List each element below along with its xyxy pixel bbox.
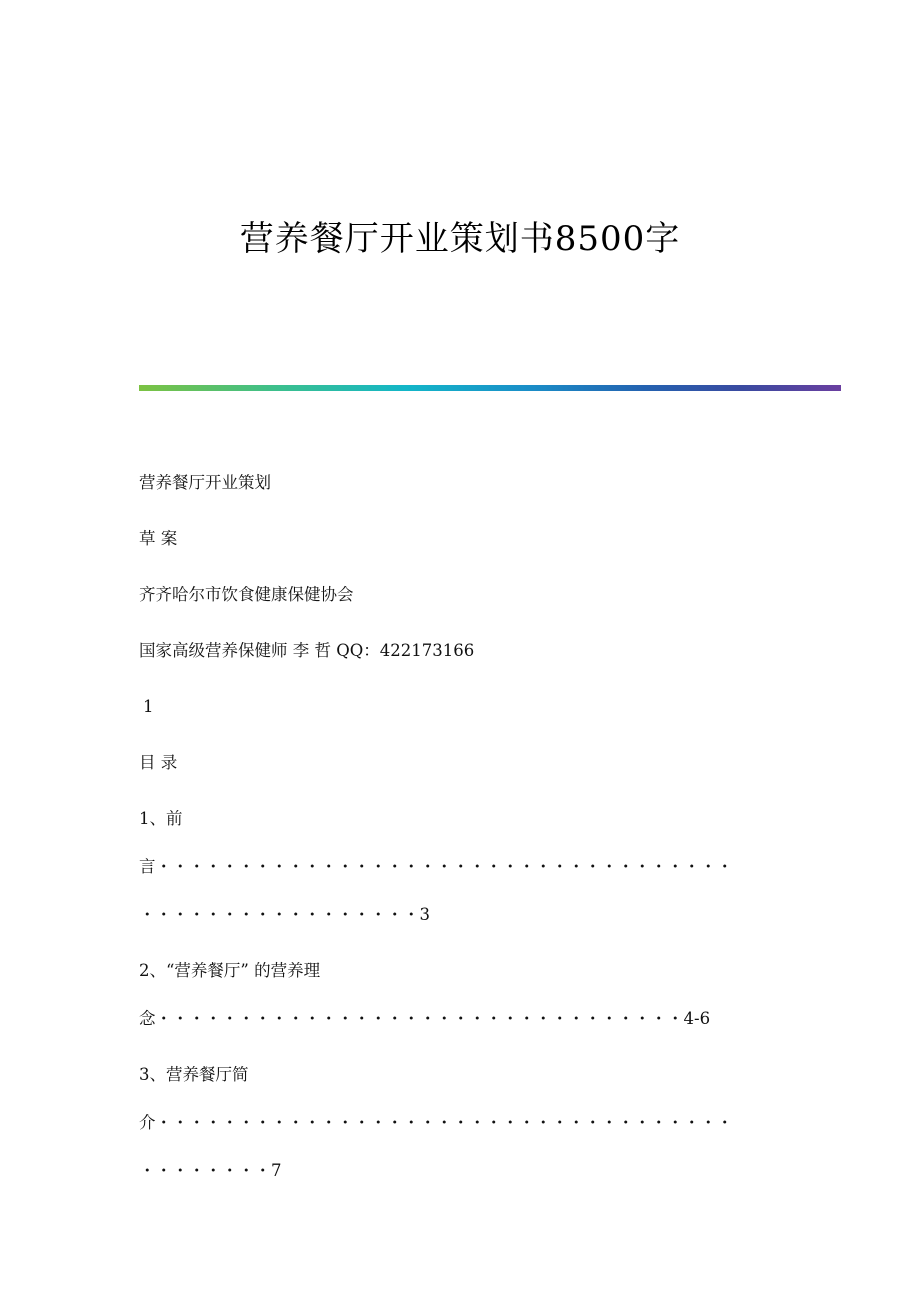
- toc-entry-2-leader: 念・・・・・・・・・・・・・・・・・・・・・・・・・・・・・・・・4-6: [139, 1009, 711, 1028]
- toc-entry-3-page: ・・・・・・・・7: [139, 1161, 282, 1180]
- toc-entry-2: 2、“营养餐厅” 的营养理: [139, 961, 321, 980]
- draft-label: 草 案: [139, 529, 178, 548]
- subtitle-line: 营养餐厅开业策划: [139, 473, 271, 492]
- title-divider: [139, 385, 841, 391]
- toc-entry-1-page: ・・・・・・・・・・・・・・・・・3: [139, 905, 430, 924]
- page-number: 1: [143, 697, 154, 716]
- toc-entry-1: 1、前: [139, 809, 183, 828]
- toc-entry-3-leader: 介・・・・・・・・・・・・・・・・・・・・・・・・・・・・・・・・・・・: [139, 1113, 733, 1132]
- organization-name: 齐齐哈尔市饮食健康保健协会: [139, 585, 354, 604]
- toc-entry-1-leader: 言・・・・・・・・・・・・・・・・・・・・・・・・・・・・・・・・・・・: [139, 857, 733, 876]
- toc-entry-3: 3、营养餐厅简: [139, 1065, 249, 1084]
- toc-heading: 目 录: [139, 753, 178, 772]
- document-title: 营养餐厅开业策划书8500字: [239, 219, 681, 259]
- author-line: 国家高级营养保健师 李 哲 QQ：422173166: [139, 641, 475, 660]
